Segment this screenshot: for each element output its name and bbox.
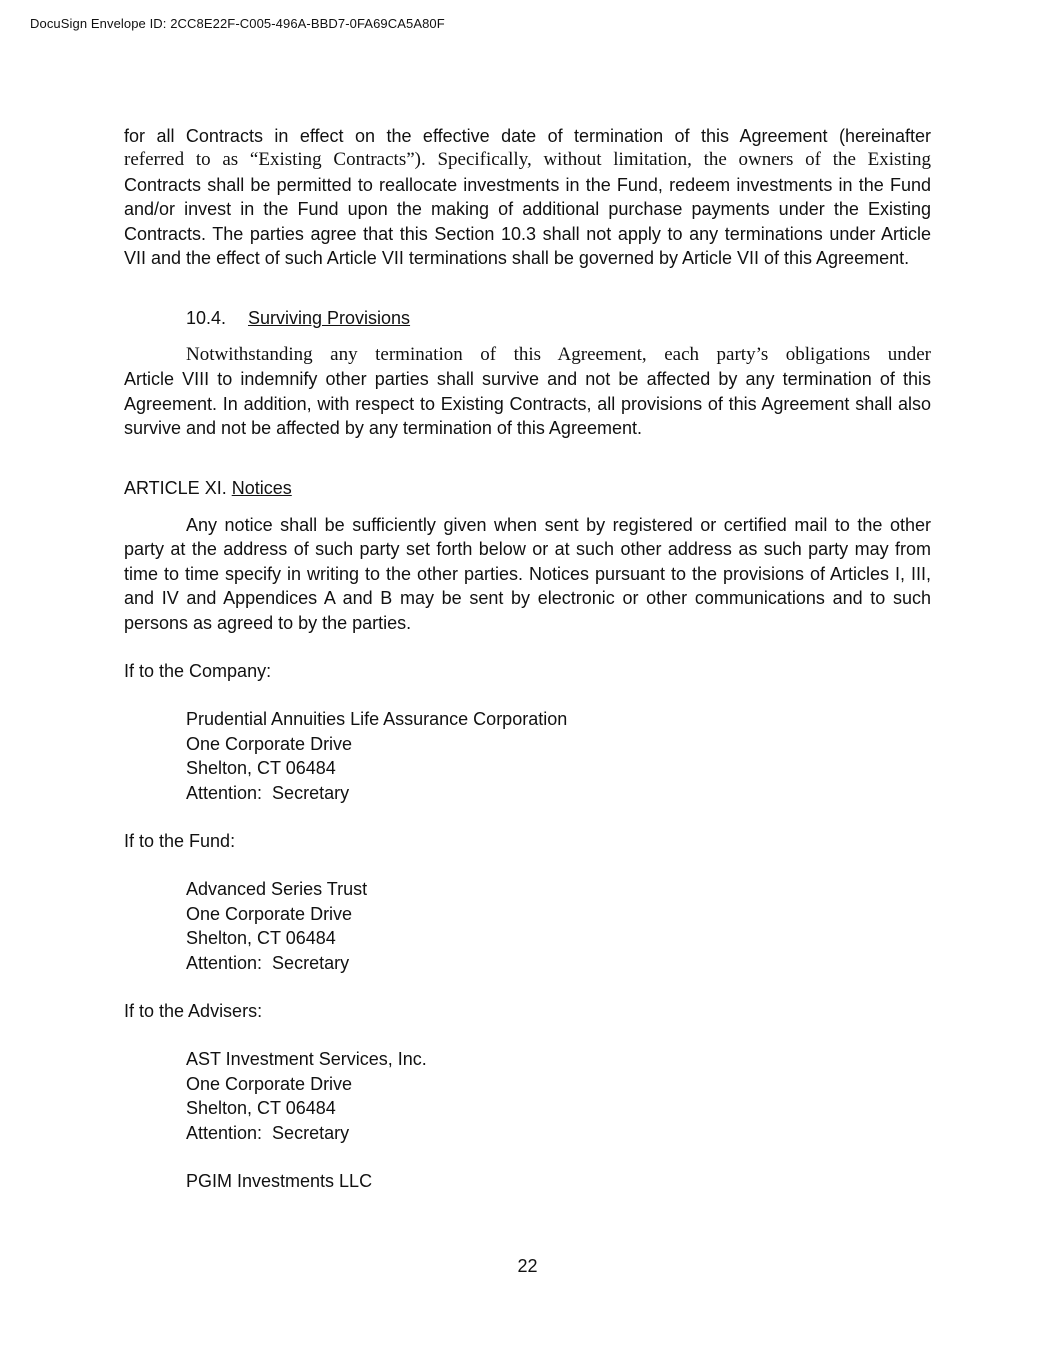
section-10-4-heading bbox=[124, 306, 931, 330]
recipient-intro-advisers: If to the Advisers: bbox=[124, 1000, 263, 1021]
address-line: One Corporate Drive bbox=[186, 1073, 353, 1094]
section-number: 10.4. bbox=[186, 308, 227, 329]
docusign-envelope-id: DocuSign Envelope ID: 2CC8E22F-C005-496A-BBD7-0FA69CA5A80F bbox=[30, 16, 445, 31]
page-number: 22 bbox=[517, 1256, 538, 1276]
address-line: Shelton, CT 06484 bbox=[186, 1098, 336, 1119]
address-line: Attention: Secretary bbox=[186, 1122, 350, 1143]
article-title: Notices bbox=[231, 478, 292, 499]
address-line: One Corporate Drive bbox=[186, 903, 353, 924]
paragraph-text: Contracts shall be permitted to reallocate investments in the Fund, redeem investments in the Fund and/or invest in the Fund upon the making of additional purchase payments under the Existing Contracts. The parties agree that this Section 10.3 shall not apply to any terminations under Article VII and the effect of such Article VII terminations shall be governed by Article VII of this Agreement. bbox=[124, 174, 931, 269]
address-block-second-adviser bbox=[124, 1169, 931, 1193]
section-title: Surviving Provisions bbox=[248, 308, 411, 329]
recipient-intro-company: If to the Company: bbox=[124, 660, 272, 681]
document-page bbox=[124, 124, 931, 1193]
article-11-body: Any notice shall be sufficiently given when sent by registered or certified mail to the other party at the address of such party set forth below or at such other address as such party may from time to time specify in writing to the other parties. Notices pursuant to the provisions of Articles I, III, and IV and Appendices A and B may be sent by electronic or other communications and to such persons as agreed to by the parties. bbox=[124, 514, 931, 633]
address-line: One Corporate Drive bbox=[186, 733, 353, 754]
paragraph-line: referred to as “Existing Contracts”). Specifically, without limitation, the owners of the Existing bbox=[124, 149, 931, 171]
article-11-heading bbox=[124, 476, 931, 500]
address-line: Prudential Annuities Life Assurance Corporation bbox=[186, 709, 568, 730]
address-line: PGIM Investments LLC bbox=[186, 1171, 373, 1191]
address-block-advisers bbox=[124, 1047, 931, 1145]
address-line: Advanced Series Trust bbox=[186, 879, 368, 900]
address-block-company bbox=[124, 707, 931, 805]
address-line: Attention: Secretary bbox=[186, 952, 350, 973]
paragraph-text: Article VIII to indemnify other parties shall survive and not be affected by any termination of this Agreement. In addition, with respect to Existing Contracts, all provisions of this Agreement shall also survive and not be affected by any termination of this Agreement. bbox=[124, 369, 931, 439]
article-label: ARTICLE XI. bbox=[124, 478, 227, 499]
address-line: Shelton, CT 06484 bbox=[186, 758, 336, 779]
address-line: AST Investment Services, Inc. bbox=[186, 1049, 427, 1070]
address-line: Shelton, CT 06484 bbox=[186, 928, 336, 949]
address-block-fund bbox=[124, 877, 931, 975]
section-10-4-body bbox=[124, 343, 931, 441]
paragraph-line: Notwithstanding any termination of this Agreement, each party’s obligations under bbox=[186, 343, 931, 365]
recipient-intro-fund: If to the Fund: bbox=[124, 830, 236, 851]
section-10-3-continuation bbox=[124, 124, 931, 270]
address-line: Attention: Secretary bbox=[186, 782, 350, 803]
paragraph-line: for all Contracts in effect on the effective date of termination of this Agreement (hereinafter bbox=[124, 126, 931, 146]
